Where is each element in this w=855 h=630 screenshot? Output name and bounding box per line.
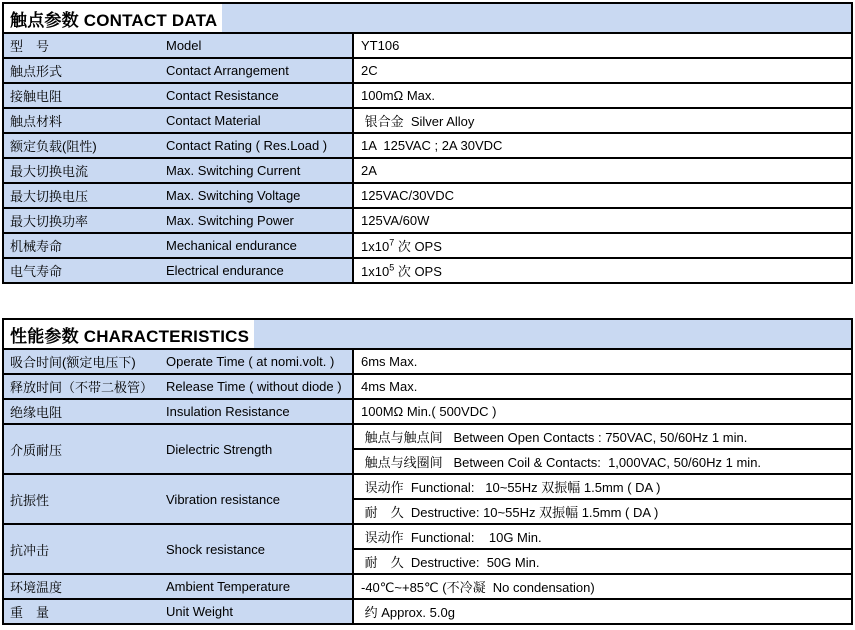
row-value: 6ms Max. — [353, 349, 852, 374]
table-row — [3, 108, 852, 133]
table-row — [3, 208, 852, 233]
row-label-en: Release Time ( without diode ) — [166, 374, 353, 399]
table-row — [3, 158, 852, 183]
table-row — [3, 474, 852, 499]
row-value: 约 Approx. 5.0g — [353, 599, 852, 624]
row-label-cn: 最大切换电压 — [3, 183, 166, 208]
table-row — [3, 233, 852, 258]
header-strip — [4, 4, 851, 32]
row-label-en: Unit Weight — [166, 599, 353, 624]
row-value: 2A — [353, 158, 852, 183]
row-value: 1A 125VAC ; 2A 30VDC — [353, 133, 852, 158]
row-value: 100mΩ Max. — [353, 83, 852, 108]
value-exponent: 7 — [389, 237, 395, 248]
contact-data-table — [2, 2, 853, 284]
contact-data-header — [3, 3, 852, 33]
table-row — [3, 599, 852, 624]
row-label-cn: 环境温度 — [3, 574, 166, 599]
row-label-en: Insulation Resistance — [166, 399, 353, 424]
row-label-cn: 机械寿命 — [3, 233, 166, 258]
table-row — [3, 399, 852, 424]
row-label-en: Operate Time ( at nomi.volt. ) — [166, 349, 353, 374]
row-value: 银合金 Silver Alloy — [353, 108, 852, 133]
row-label-en: Vibration resistance — [166, 474, 353, 524]
row-label-cn: 接触电阻 — [3, 83, 166, 108]
row-label-cn: 抗冲击 — [3, 524, 166, 574]
table-row — [3, 349, 852, 374]
row-label-cn: 触点材料 — [3, 108, 166, 133]
row-label-cn: 重 量 — [3, 599, 166, 624]
row-value: 125VA/60W — [353, 208, 852, 233]
row-label-en: Electrical endurance — [166, 258, 353, 283]
row-label-en: Contact Rating ( Res.Load ) — [166, 133, 353, 158]
row-label-en: Dielectric Strength — [166, 424, 353, 474]
value-suffix: 次 OPS — [394, 239, 442, 254]
row-label-cn: 型 号 — [3, 33, 166, 58]
row-subvalue: 耐 久 Destructive: 10~55Hz 双振幅 1.5mm ( DA ) — [353, 499, 852, 524]
row-label-en: Max. Switching Current — [166, 158, 353, 183]
value-base: 1x10 — [361, 264, 390, 279]
row-label-cn: 吸合时间(额定电压下) — [3, 349, 166, 374]
row-label-cn: 介质耐压 — [3, 424, 166, 474]
row-label-en: Contact Arrangement — [166, 58, 353, 83]
table-header-row — [3, 319, 852, 349]
row-label-en: Max. Switching Power — [166, 208, 353, 233]
table-row — [3, 574, 852, 599]
value-exponent: 5 — [389, 262, 395, 273]
row-label-en: Ambient Temperature — [166, 574, 353, 599]
table-row — [3, 33, 852, 58]
row-subvalue: 误动作 Functional: 10~55Hz 双振幅 1.5mm ( DA ) — [353, 474, 852, 499]
row-value — [353, 233, 852, 258]
value-base: 1x10 — [361, 239, 390, 254]
table-row — [3, 183, 852, 208]
row-subvalue: 耐 久 Destructive: 50G Min. — [353, 549, 852, 574]
row-value — [353, 258, 852, 283]
section-title: 性能参数 CHARACTERISTICS — [4, 320, 254, 348]
table-row — [3, 58, 852, 83]
row-label-en: Max. Switching Voltage — [166, 183, 353, 208]
characteristics-header — [3, 319, 852, 349]
row-label-cn: 额定负载(阻性) — [3, 133, 166, 158]
row-label-cn: 最大切换功率 — [3, 208, 166, 233]
table-row — [3, 374, 852, 399]
value-suffix: 次 OPS — [394, 264, 442, 279]
row-subvalue: 触点与触点间 Between Open Contacts : 750VAC, 50/60Hz 1 min. — [353, 424, 852, 449]
table-row — [3, 133, 852, 158]
row-label-cn: 释放时间（不带二极管） — [3, 374, 166, 399]
row-value: 125VAC/30VDC — [353, 183, 852, 208]
row-label-en: Contact Material — [166, 108, 353, 133]
row-label-en: Model — [166, 33, 353, 58]
table-row — [3, 258, 852, 283]
row-value: 2C — [353, 58, 852, 83]
table-row — [3, 524, 852, 549]
row-value: YT106 — [353, 33, 852, 58]
row-value: 4ms Max. — [353, 374, 852, 399]
table-header-row — [3, 3, 852, 33]
row-subvalue: 触点与线圈间 Between Coil & Contacts: 1,000VAC, 50/60Hz 1 min. — [353, 449, 852, 474]
header-strip — [4, 320, 851, 348]
table-row — [3, 83, 852, 108]
row-subvalue: 误动作 Functional: 10G Min. — [353, 524, 852, 549]
row-label-en: Mechanical endurance — [166, 233, 353, 258]
row-label-cn: 最大切换电流 — [3, 158, 166, 183]
row-label-cn: 电气寿命 — [3, 258, 166, 283]
characteristics-table — [2, 318, 853, 625]
table-row — [3, 424, 852, 449]
section-title: 触点参数 CONTACT DATA — [4, 4, 222, 32]
row-label-cn: 绝缘电阻 — [3, 399, 166, 424]
row-value: -40℃~+85℃ (不冷凝 No condensation) — [353, 574, 852, 599]
row-value: 100MΩ Min.( 500VDC ) — [353, 399, 852, 424]
row-label-en: Shock resistance — [166, 524, 353, 574]
row-label-cn: 抗振性 — [3, 474, 166, 524]
row-label-cn: 触点形式 — [3, 58, 166, 83]
row-label-en: Contact Resistance — [166, 83, 353, 108]
